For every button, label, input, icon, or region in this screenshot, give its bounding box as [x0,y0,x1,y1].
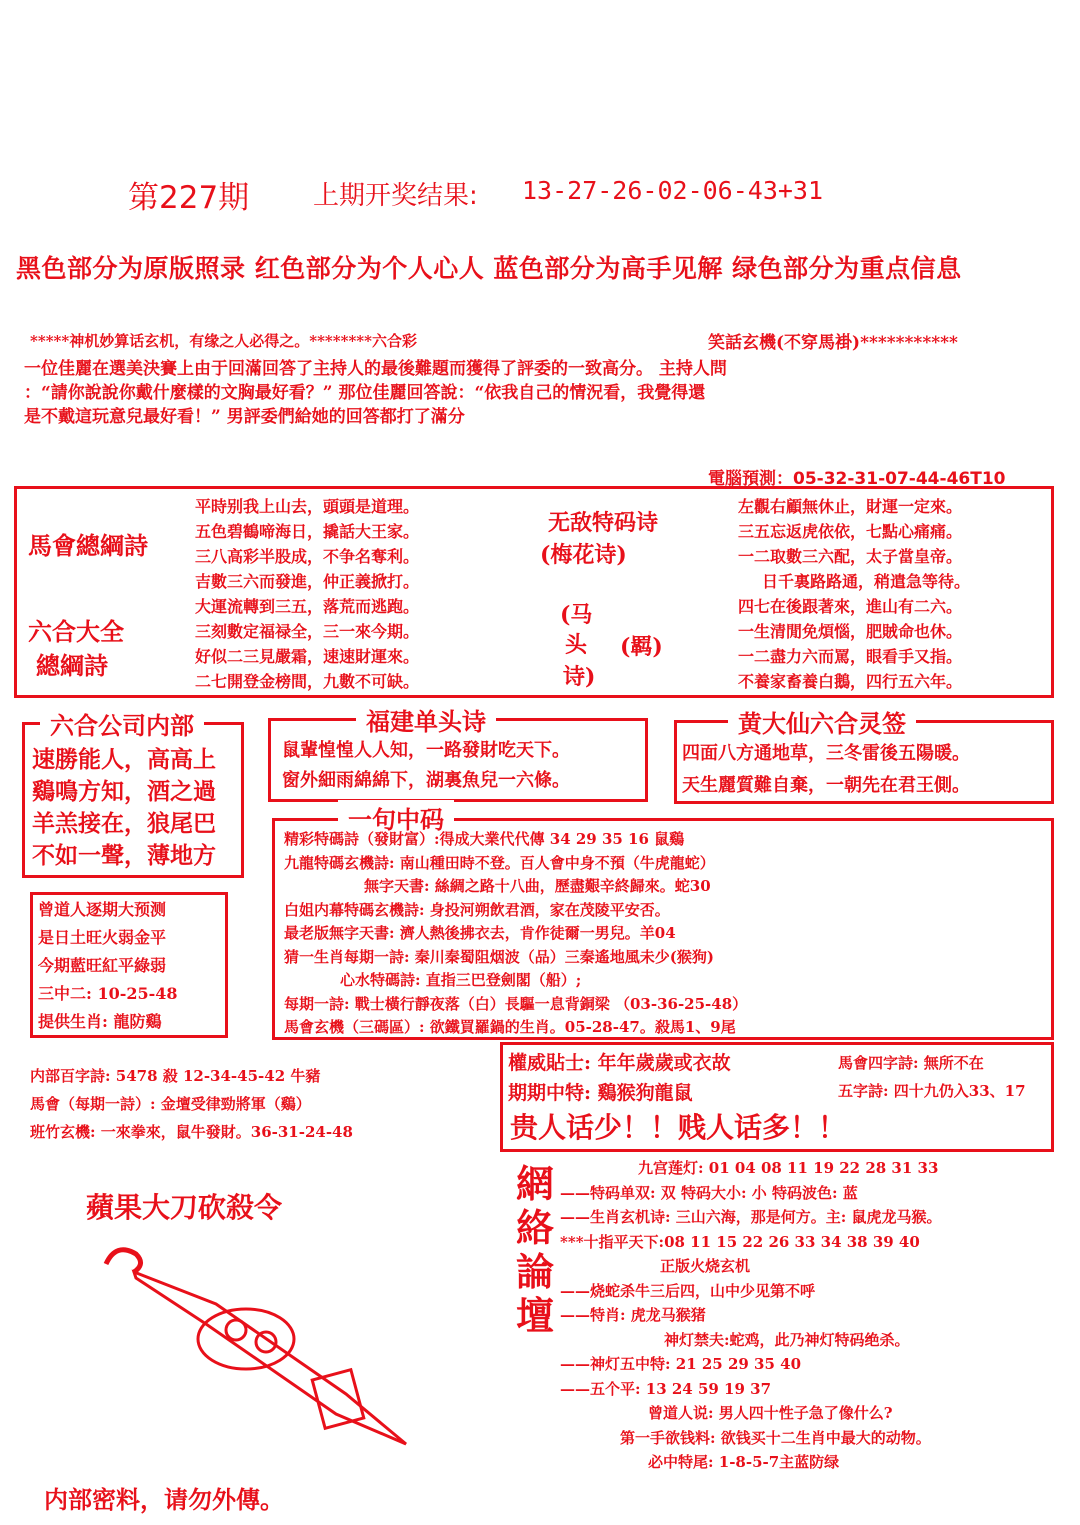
apple-footer: 内部密料，请勿外傳。 [44,1485,284,1514]
company-line: 不如一聲，薄地方 [32,842,216,869]
poem-left-line: 二七開登金榜間，九數不可缺。 [195,672,420,691]
company-line: 羊羔接在，狼尾巴 [32,810,216,837]
joke-line-2: ：“請你說說你戴什麼樣的文胸最好看？” 那位佳麗回答說：“依我自己的情況看，我覺得還 [24,383,706,403]
forum-line: ——五个平: 13 24 59 19 37 [560,1379,772,1398]
knife-handle-hook [106,1250,141,1272]
poem-center-ma-1: (马 [560,602,593,628]
yiju-line: 精彩特碼詩（發財富）:得成大業代代傳 34 29 35 16 鼠鷄 [284,830,685,848]
yiju-line: 無字天書: 絲綢之路十八曲，歷盡艱辛終歸來。蛇30 [364,877,711,895]
poem-left-line: 平時别我上山去，頭頭是道理。 [195,497,420,516]
yiju-line: 每期一詩: 戰士橫行靜夜落（白）長驅一息背銅梁 （03-36-25-48） [284,994,748,1013]
forum-line: ***十指平天下:08 11 15 22 26 33 34 38 39 40 [560,1232,920,1251]
yiju-box-lines [284,828,747,1040]
inner-lines [30,1062,353,1146]
poem-center-title-a: 无敌特码诗 [548,510,659,536]
joke-line-3: 是不戴這玩意兒最好看！” 男評委們給她的回答都打了滿分 [24,407,465,427]
company-line: 鷄鳴方知，酒之過 [32,778,216,805]
forum-line: ——特码单双: 双 特码大小: 小 特码波色: 蓝 [560,1183,858,1202]
poem-right-line: 左觀右顧無休止，財運一定來。 [738,497,963,516]
huang-line: 四面八方通地草，三冬雷後五陽暖。 [682,743,970,764]
forum-line: ——特肖: 虎龙马猴猪 [560,1306,706,1324]
poem-left-line: 吉數三六而發進，仲正義掀打。 [195,572,420,591]
forum-line: ——烧蛇杀牛三后四，山中少见第不呼 [560,1281,816,1300]
zeng-line: 提供生肖: 龍防鷄 [38,1012,162,1031]
yiju-line: 馬會玄機（三碼區）: 欲鐵買羅鍋的生肖。05-28-47。殺馬1、9尾 [284,1018,736,1036]
poem-title-2a: 六合大全 [28,617,124,646]
knife-illustration [96,1244,416,1474]
poem-center-ma-2: 头 [565,632,588,658]
poem-right-line: 一生清閒免煩惱，肥賊命也休。 [738,622,963,641]
zeng-title: 曾道人逐期大预测 [38,900,167,919]
last-result-label: 上期开奖结果: [313,181,478,211]
company-box-lines [32,744,216,872]
huang-box-title: 黄大仙六合灵签 [728,704,916,739]
authority-row2-left: 期期中特: 鷄猴狗龍鼠 [508,1082,693,1104]
forum-line: 第一手欲钱料: 欲钱买十二生肖中最大的动物。 [620,1428,931,1447]
last-result: 13-27-26-02-06-43+31 [522,176,824,205]
poem-right-line: 一二取數三六配，太子當皇帝。 [738,547,963,566]
knife-guard [198,1309,294,1369]
knife-seal [312,1370,364,1429]
huang-box-lines [682,738,970,802]
zeng-line: 是日土旺火弱金平 [38,928,167,947]
poem-right-line: 三五忘返虎依依，七點心痛痛。 [738,522,963,541]
forum-title-char: 論 [515,1249,554,1294]
forum-title-char: 絡 [515,1205,554,1250]
authority-slogan: 贵人话少！！贱人话多！！ [510,1111,847,1144]
poem-center-ma-3: 诗) [563,664,596,690]
zeng-line: 今期藍旺紅平綠弱 [38,956,167,975]
poem-center-ji: (羁) [620,634,663,660]
poem-title-2b: 總綱詩 [36,651,108,680]
yiju-line: 最老版無字天書: 濟人熱後拂衣去，肯作徒爾一男兒。羊04 [284,924,676,942]
forum-vertical-title [510,1162,560,1338]
inner-line: 内部百字詩: 5478 殺 12-34-45-42 牛豬 [30,1067,321,1085]
forum-line: 九宫莲灯: 01 04 08 11 19 22 28 31 33 [638,1159,939,1177]
poem-right-line: 日千裏路路通，稍遣急等待。 [762,572,971,591]
poem-left-line: 大運流轉到三五，落荒而逃跑。 [195,597,420,616]
inner-line: 馬會（每期一詩）: 金壇受律勁將軍（鷄） [30,1095,311,1113]
inner-line: 班竹玄機: 一來拳來，鼠牛發財。36-31-24-48 [30,1123,353,1141]
poem-right-line: 四七在後跟著來，進山有二六。 [738,597,963,616]
poem-right-line: 不養家畜養白鵝，四行五六年。 [738,672,963,691]
joke-header-left: *****神机妙算话玄机，有缘之人必得之。********六合彩 [30,332,417,350]
huang-line: 天生麗質難自棄，一朝先在君王側。 [682,775,970,796]
issue-number: 第227期 [128,180,250,216]
forum-lines [560,1156,942,1475]
poem-left-line: 三八高彩半股成，不争名奪利。 [195,547,420,566]
fujian-line: 窗外細雨綿綿下，湖裏魚兒一六條。 [282,770,570,791]
forum-title-char: 壇 [515,1293,554,1338]
knife-ornament [226,1320,246,1340]
poem-left-column [195,494,419,694]
apple-title: 蘋果大刀砍殺令 [86,1191,283,1224]
poem-right-column [738,494,970,694]
yiju-line: 猜一生肖每期一詩: 秦川秦蜀阻烟波（品）三秦遙地風未少(猴狗) [284,947,714,966]
forum-line: 神灯禁夫:蛇鸡，此乃神灯特码绝杀。 [664,1330,910,1349]
poem-left-line: 五色碧鶴啼海日，撬話大王家。 [195,522,420,541]
joke-header-right: 笑話玄機(不穿馬褂)*********** [708,333,958,353]
yiju-line: 九龍特碼玄機詩: 南山種田時不登。百人會中身不預（牛虎龍蛇） [284,853,715,872]
poem-title-1: 馬會總綱詩 [28,531,148,560]
company-box-title: 六合公司内部 [40,706,204,741]
forum-line: 正版火烧玄机 [660,1257,751,1275]
company-line: 速勝能人，高高上 [32,746,216,773]
joke-line-1: 一位佳麗在選美決賽上由于回滿回答了主持人的最後難題而獲得了評委的一致高分。 主持人問 [24,359,727,379]
yiju-box-title: 一句中码 [338,800,454,835]
authority-row2-right: 五字詩: 四十九仍入33、17 [838,1082,1026,1100]
zeng-box-lines [38,896,178,1036]
poem-left-line: 三刻數定福禄全，三一來今期。 [195,622,420,641]
fujian-box-lines [282,736,570,796]
forum-line: ——生肖玄机诗: 三山六海，那是何方。主: 鼠虎龙马猴。 [560,1208,942,1226]
authority-row1-right: 馬會四字詩: 無所不在 [838,1054,984,1072]
forum-line: 曾道人说: 男人四十性子急了像什么? [648,1404,893,1422]
authority-row1-left: 權威貼士: 年年歲歲或衣故 [508,1052,731,1074]
forum-line: 必中特尾: 1-8-5-7主蓝防绿 [648,1453,840,1471]
zeng-line: 三中二: 10-25-48 [38,984,178,1003]
fujian-box-title: 福建单头诗 [356,702,496,737]
color-legend: 黑色部分为原版照录 红色部分为个人心人 蓝色部分为高手见解 绿色部分为重点信息 [16,254,962,283]
poem-left-line: 好似二三見嚴霜，速速財運來。 [195,647,420,666]
yiju-line: 白姐内幕特碼玄機詩: 身投河朔飲君酒，家在茂陵平安否。 [284,900,670,919]
computer-prediction: 電腦預測：05-32-31-07-44-46T10 [708,469,1006,489]
forum-title-char: 網 [515,1161,554,1206]
poem-center-title-b: (梅花诗) [540,542,627,568]
fujian-line: 鼠輩惶惶人人知，一路發財吃天下。 [282,740,570,761]
forum-line: ——神灯五中特: 21 25 29 35 40 [560,1355,802,1373]
poem-right-line: 一二盡力六而罵，眼看手又指。 [738,647,963,666]
yiju-line: 心水特碼詩: 直指三巴登劍閣（船）; [340,971,582,989]
